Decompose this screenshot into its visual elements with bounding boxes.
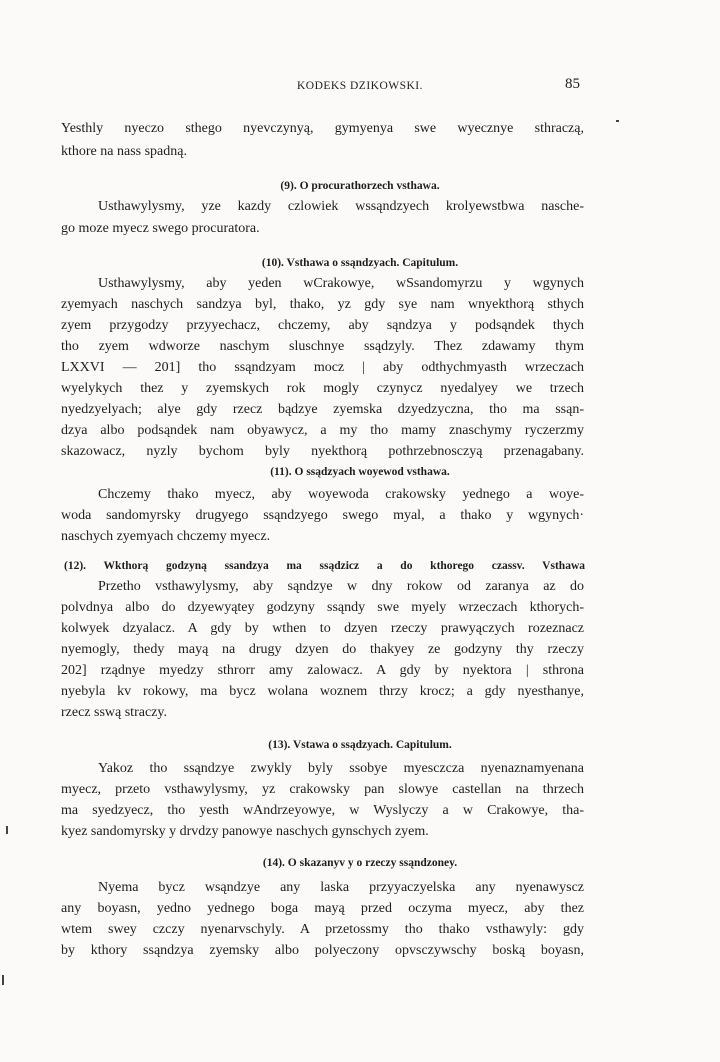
text-line: any boyasn, yedno yednego boga mayą przed oczyma myecz, aby thez: [61, 901, 584, 916]
text-line: polvdnya albo do dzyewyątey godzyny ssąndy swe myely wrzeczach kthorych-: [61, 600, 584, 615]
text-line: wyelykych thez y zyemskych rok mogly czynycz nyedalyey we trzech: [61, 381, 584, 396]
text-line: Chczemy thako myecz, aby woyewoda crakowsky yednego a woye-: [98, 487, 584, 502]
text-line: rzecz sswą straczy.: [61, 705, 167, 720]
section-heading-14: (14). O skazanyv y o rzeczy ssąndzoney.: [262, 857, 458, 869]
text-line: Yesthly nyeczo sthego nyevczynyą, gymyenya swe wyecznye sthraczą,: [61, 121, 584, 136]
text-line: kyez sandomyrsky y drvdzy panowye naschych gynschych zyem.: [61, 824, 429, 839]
text-line: zyemyach naschych sandzya byl, thako, yz gdy sye nam wnyekthorą sthych: [61, 297, 584, 312]
section-heading-9: (9). O procurathorzech vsthawa.: [280, 180, 440, 192]
scan-speck: [616, 120, 619, 122]
text-line: wtem swey czczy nyenarvschyly. A przetossmy tho thako vsthawyly: gdy: [61, 922, 584, 937]
text-line: Przetho vsthawylysmy, aby sąndzye w dny rokow od zaranya az do: [98, 579, 584, 594]
scan-speck: [2, 975, 4, 985]
text-line: LXXVI — 201] tho ssąndzyam mocz | aby odthychmyasth wrzeczach: [61, 360, 584, 375]
text-line: by kthory ssąndzya zyemsky albo polyeczony opvsczywschy boską boyasn,: [61, 943, 584, 958]
section-heading-12: (12). Wkthorą godzyną ssandzya ma ssądzicz a do kthorego czassv. Vsthawa: [64, 560, 585, 572]
text-line: ma syedzyecz, tho yesth wAndrzeyowye, w Wyslyczy a w Crakowye, tha-: [61, 803, 584, 818]
text-line: naschych zyemyach chczemy myecz.: [61, 529, 271, 544]
page-number: 85: [565, 76, 580, 92]
section-heading-10: (10). Vsthawa o ssąndzyach. Capitulum.: [261, 257, 459, 269]
text-line: kthore na nass spadną.: [61, 144, 187, 159]
text-line: dzya albo podsąndek nam obyawycz, a my tho mamy znaschymy ryczerzmy: [61, 423, 584, 438]
text-line: nyedzyelyach; alye gdy rzecz bądzye zyemska dzyedzyczna, tho ma ssąn-: [61, 402, 584, 417]
text-line: nyemogly, thedy mayą na drugy dzyen do thakyey ze godzyny thy rzeczy: [61, 642, 584, 657]
text-line: kolwyek dzyalacz. A gdy by wthen to dzyen rzeczy prawyączych rozeznacz: [61, 621, 584, 636]
scan-speck: [6, 826, 8, 834]
text-line: Usthawylysmy, aby yeden wCrakowye, wSsandomyrzu y wgynych: [98, 276, 584, 291]
running-header: KODEKS DZIKOWSKI.: [296, 80, 424, 92]
text-line: woda sandomyrsky drugyego ssąndzyego swego myal, a thako y wgynych·: [61, 508, 584, 523]
text-line: Nyema bycz wsąndzye any laska przyyaczyelska any nyenawyscz: [98, 880, 584, 895]
text-line: skazowacz, nyzly bychom byly nyekthorą pothrzebnosczyą przenagabany.: [61, 444, 584, 459]
text-line: nyebyla kv rokowy, ma bycz wolana woznem thrzy krocz; a gdy nyesthanye,: [61, 684, 584, 699]
section-heading-13: (13). Vstawa o ssądzyach. Capitulum.: [268, 739, 452, 751]
text-line: zyem przygodzy przyyechacz, chczemy, aby sąndzya y podsąndek thych: [61, 318, 584, 333]
text-line: tho zyem wdworze naschym sluschnye ssądzyly. Thez zdawamy thym: [61, 339, 584, 354]
text-line: go moze myecz swego procuratora.: [61, 221, 260, 236]
text-line: myecz, przeto vsthawylysmy, yz crakowsky pan slowye castellan na thrzech: [61, 782, 584, 797]
text-line: Yakoz tho ssąndzye zwykly byly ssobye myesczcza nyenaznamyenana: [98, 761, 584, 776]
text-line: 202] rządnye myedzy sthrorr amy zalowacz. A gdy by nyektora | sthrona: [61, 663, 584, 678]
section-heading-11: (11). O ssądzyach woyewod vsthawa.: [270, 466, 450, 478]
text-line: Usthawylysmy, yze kazdy czlowiek wssąndzyech krolyewstbwa nasche-: [98, 199, 584, 214]
